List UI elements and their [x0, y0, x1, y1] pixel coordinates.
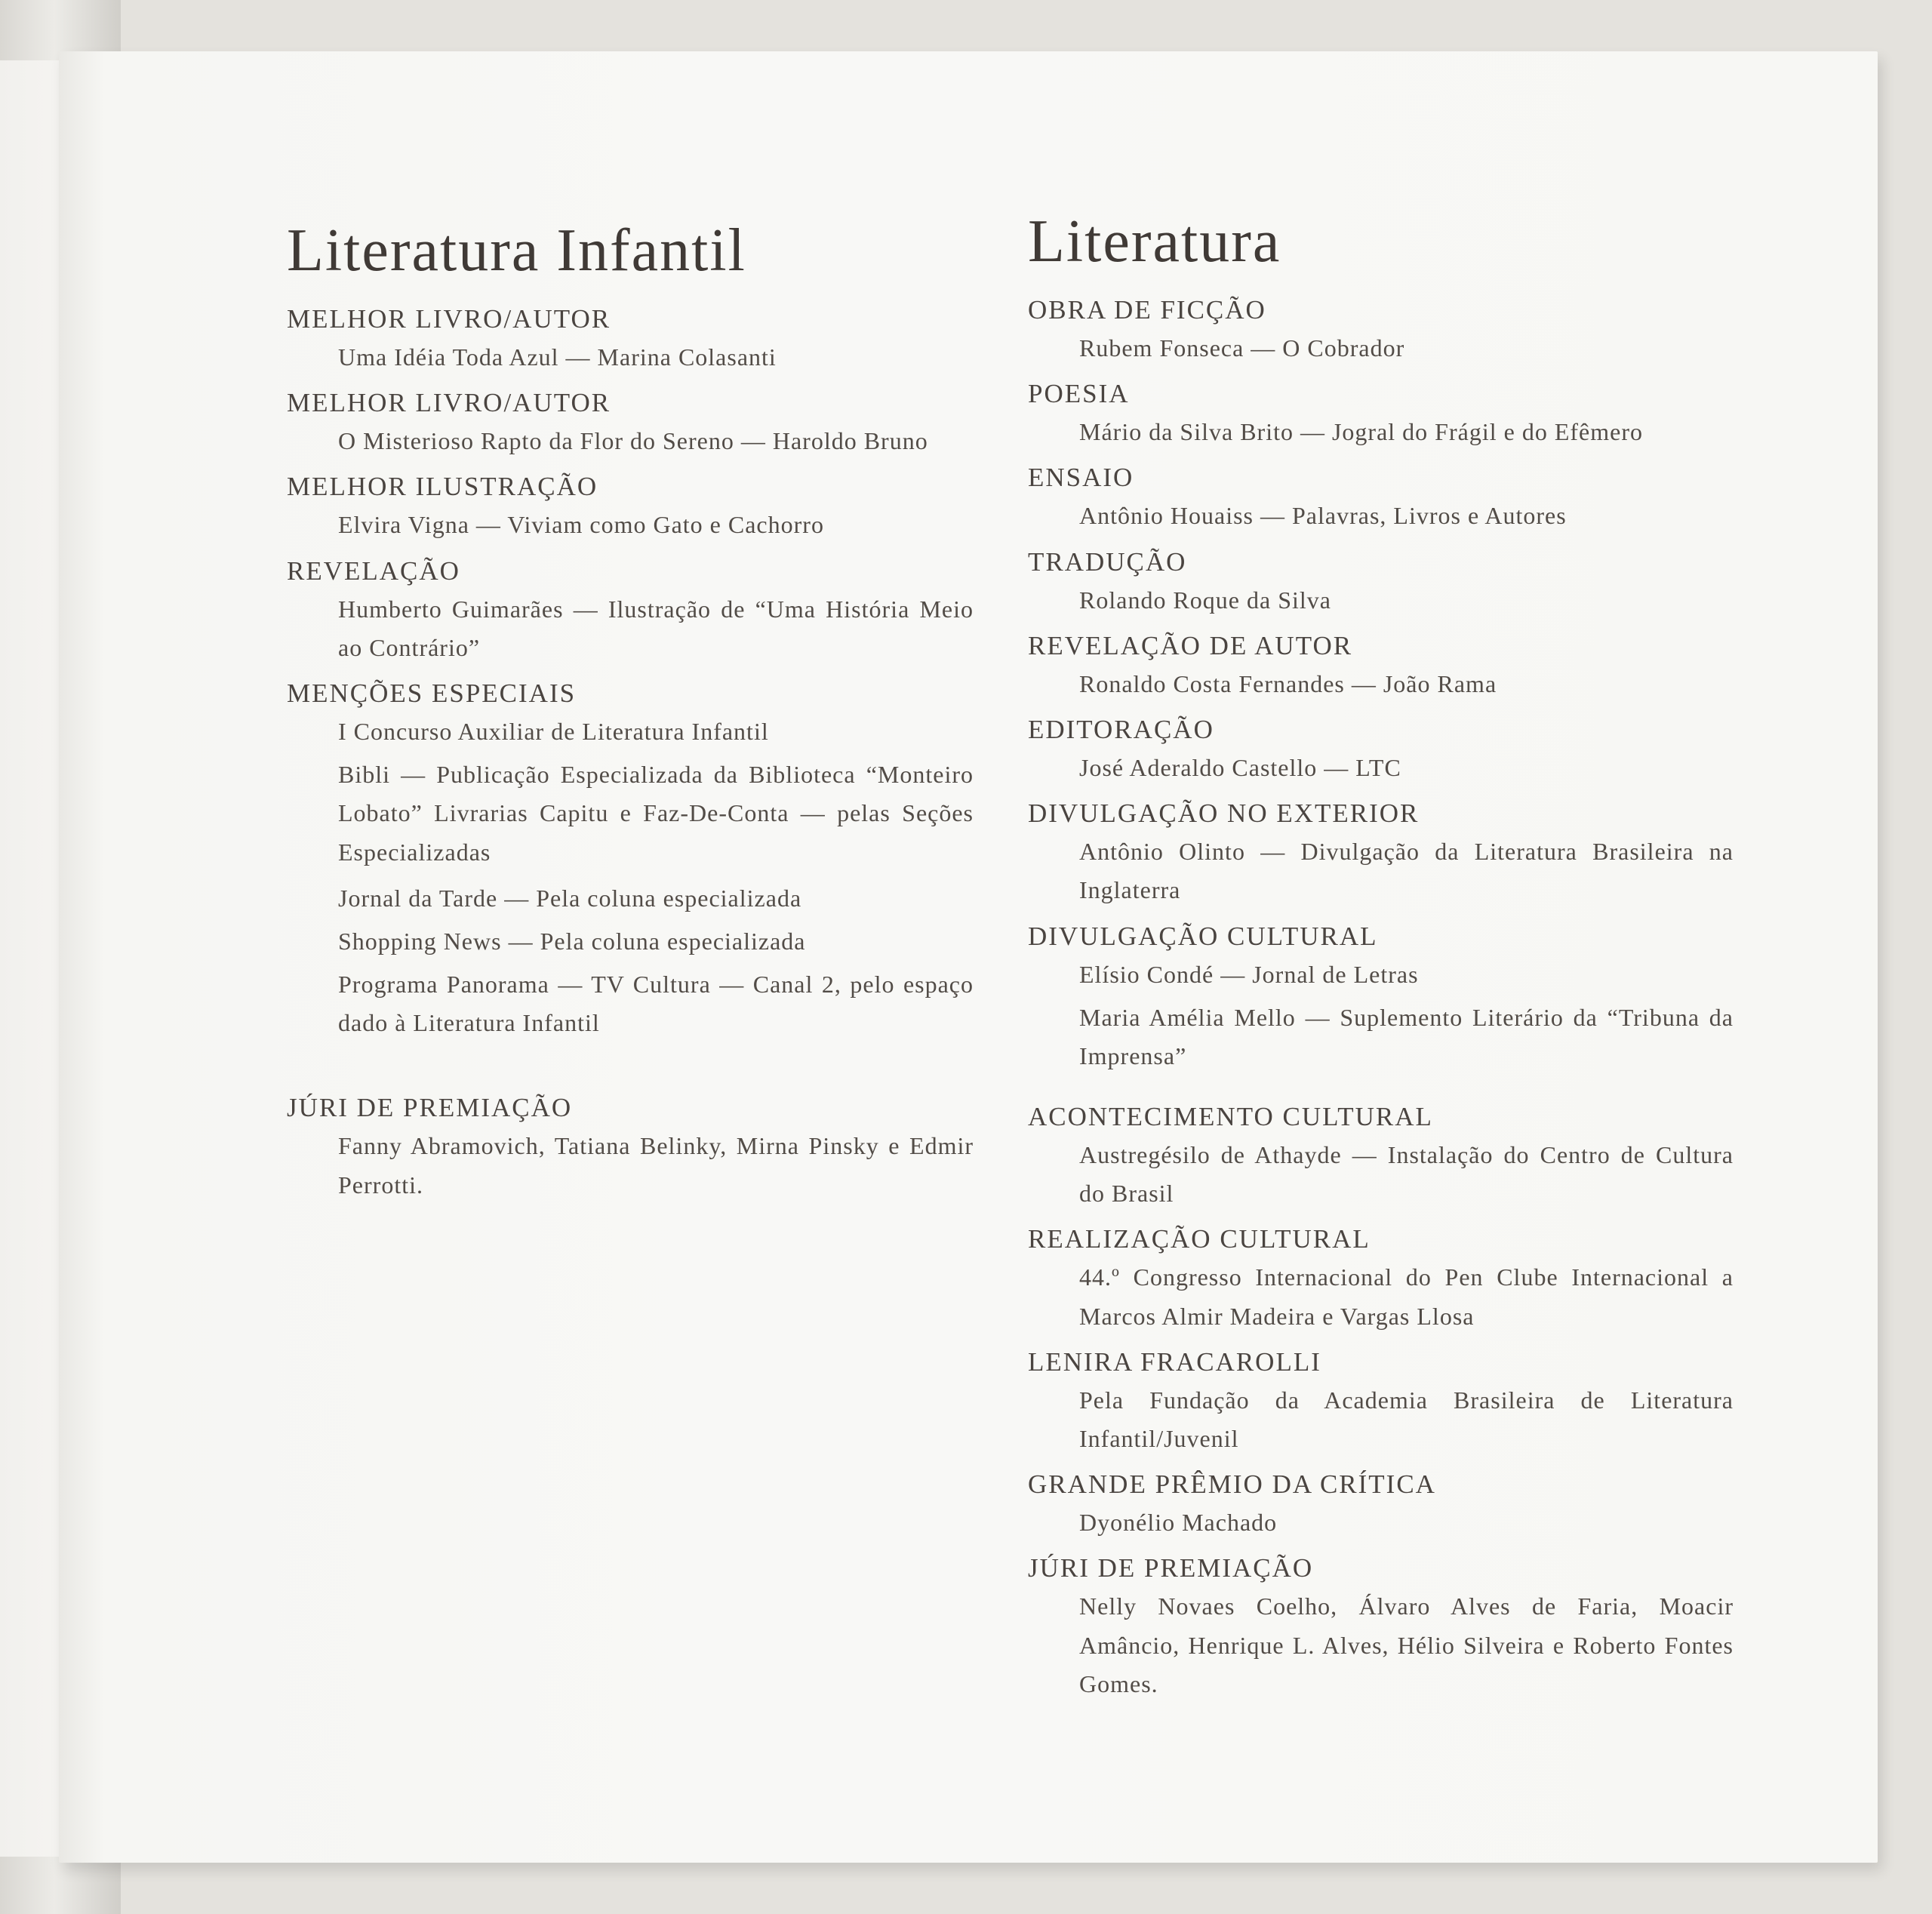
award-entry: Humberto Guimarães — Ilustração de “Uma História Meio ao Contrário” [338, 595, 974, 661]
award-group [1028, 294, 1734, 368]
award-category: MELHOR LIVRO/AUTOR [287, 304, 611, 334]
award-category: LENIRA FRACAROLLI [1028, 1346, 1321, 1377]
award-entry: Elísio Condé — Jornal de Letras [1079, 960, 1419, 988]
award-group [1028, 1346, 1734, 1458]
award-category: REVELAÇÃO [287, 555, 460, 586]
award-category: DIVULGAÇÃO NO EXTERIOR [1028, 799, 1420, 829]
award-group [1028, 546, 1734, 620]
award-category: JÚRI DE PREMIAÇÃO [1028, 1553, 1314, 1583]
award-entry: Antônio Olinto — Divulgação da Literatura Brasileira na Inglaterra [1079, 838, 1734, 904]
award-group [287, 555, 974, 667]
award-entry: Jornal da Tarde — Pela coluna especializada [338, 884, 802, 912]
award-category: EDITORAÇÃO [1028, 714, 1214, 744]
award-category: POESIA [1028, 379, 1130, 409]
award-group [1028, 630, 1734, 703]
column-literatura-infantil [287, 219, 974, 1212]
award-category: GRANDE PRÊMIO DA CRÍTICA [1028, 1469, 1436, 1500]
award-entry: Bibli — Publicação Especializada da Biblioteca “Monteiro Lobato” Livrarias Capitu e Faz-De-Conta — pelas Seções Especializadas [338, 761, 974, 866]
award-entry: Elvira Vigna — Viviam como Gato e Cachorro [338, 511, 824, 539]
award-group [1028, 462, 1734, 535]
award-entry: Austregésilo de Athayde — Instalação do Centro de Cultura do Brasil [1079, 1141, 1734, 1208]
award-entry: Dyonélio Machado [1079, 1509, 1278, 1537]
award-group [287, 678, 974, 1043]
award-group [287, 303, 974, 377]
award-entry: Uma Idéia Toda Azul — Marina Colasanti [338, 343, 777, 371]
award-entry: Nelly Novaes Coelho, Álvaro Alves de Faria, Moacir Amâncio, Henrique L. Alves, Hélio Silveira e Roberto Fontes Gomes. [1079, 1592, 1734, 1697]
award-entry: Rolando Roque da Silva [1079, 586, 1331, 614]
award-entry: Fanny Abramovich, Tatiana Belinky, Mirna Pinsky e Edmir Perrotti. [338, 1132, 974, 1199]
award-entry: Shopping News — Pela coluna especializada [338, 927, 806, 955]
award-entry: Mário da Silva Brito — Jogral do Frágil e do Efêmero [1079, 418, 1643, 446]
award-entry: I Concurso Auxiliar de Literatura Infantil [338, 717, 769, 745]
award-entry: Maria Amélia Mello — Suplemento Literário da “Tribuna da Imprensa” [1079, 1003, 1734, 1069]
award-entry: 44.º Congresso Internacional do Pen Clube Internacional a Marcos Almir Madeira e Vargas Llosa [1079, 1263, 1734, 1330]
award-entry: Ronaldo Costa Fernandes — João Rama [1079, 669, 1497, 697]
spacer [1028, 1083, 1734, 1091]
award-category: DIVULGAÇÃO CULTURAL [1028, 921, 1378, 951]
award-category: REVELAÇÃO DE AUTOR [1028, 630, 1353, 660]
award-category: TRADUÇÃO [1028, 546, 1187, 577]
award-group [287, 387, 974, 460]
award-group [1028, 798, 1734, 909]
award-group [287, 471, 974, 544]
award-entry: Rubem Fonseca — O Cobrador [1079, 334, 1405, 362]
award-category: MENÇÕES ESPECIAIS [287, 678, 577, 708]
award-entry: O Misterioso Rapto da Flor do Sereno — Haroldo Bruno [338, 427, 928, 455]
award-group [1028, 921, 1734, 1076]
award-category: MELHOR LIVRO/AUTOR [287, 388, 611, 418]
award-category: OBRA DE FICÇÃO [1028, 295, 1266, 325]
award-entry: Programa Panorama — TV Cultura — Canal 2, pelo espaço dado à Literatura Infantil [338, 971, 974, 1037]
spacer [287, 1050, 974, 1082]
column-literatura [1028, 210, 1734, 1711]
award-entry: José Aderaldo Castello — LTC [1079, 753, 1401, 781]
award-group [1028, 378, 1734, 451]
award-category: REALIZAÇÃO CULTURAL [1028, 1224, 1371, 1254]
award-group [1028, 714, 1734, 787]
award-entry: Antônio Houaiss — Palavras, Livros e Autores [1079, 502, 1567, 530]
award-group [1028, 1469, 1734, 1542]
award-group [1028, 1223, 1734, 1335]
award-category: ACONTECIMENTO CULTURAL [1028, 1102, 1433, 1132]
award-group [1028, 1552, 1734, 1703]
award-category: JÚRI DE PREMIAÇÃO [287, 1093, 573, 1123]
award-group [1028, 1101, 1734, 1213]
award-entry: Pela Fundação da Academia Brasileira de Literatura Infantil/Juvenil [1079, 1386, 1734, 1452]
section-title-literatura: Literatura [1028, 208, 1281, 275]
award-group [287, 1092, 974, 1204]
award-category: ENSAIO [1028, 463, 1134, 493]
section-title-literatura-infantil: Literatura Infantil [287, 217, 746, 284]
award-category: MELHOR ILUSTRAÇÃO [287, 472, 598, 502]
